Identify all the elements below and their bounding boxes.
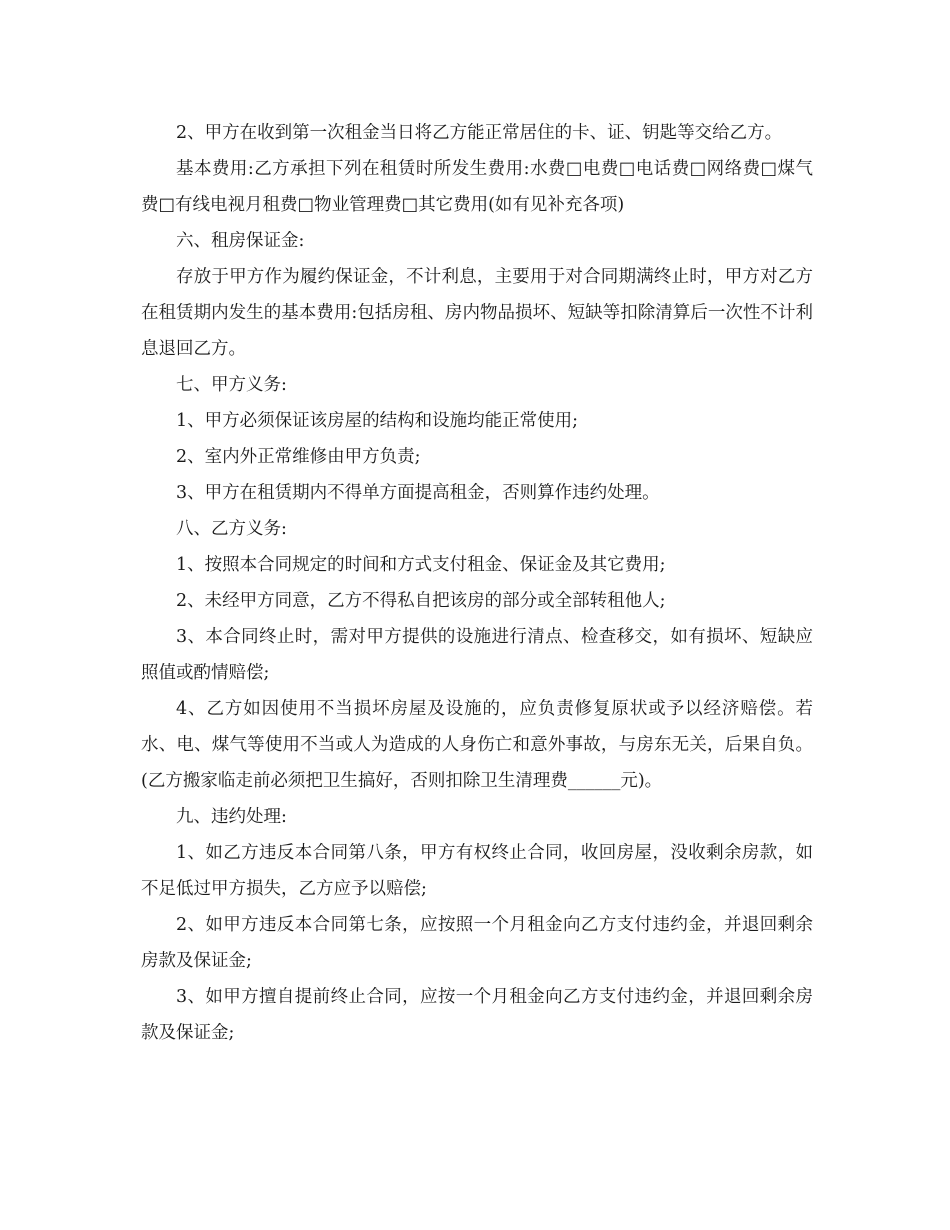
heading-section-6: 六、租房保证金:: [176, 231, 305, 251]
paragraph-tenant-duty-2: 2、未经甲方同意，乙方不得私自把该房的部分或全部转租他人;: [176, 591, 666, 611]
paragraph-basic-fees: 基本费用:乙方承担下列在租赁时所发生费用:水费□电费□电话费□网络费□煤气费□有线电视月租费□物业管理费□其它费用(如有见补充各项): [141, 159, 813, 215]
paragraph-tenant-duty-4: 4、乙方如因使用不当损坏房屋及设施的，应负责修复原状或予以经济赔偿。若水、电、煤气等使用不当或人为造成的人身伤亡和意外事故，与房东无关，后果自负。(乙方搬家临走前必须把卫生搞好，否则扣除卫生清理费______元)。: [141, 699, 813, 791]
paragraph-landlord-duty-2: 2、室内外正常维修由甲方负责;: [176, 447, 421, 467]
paragraph-landlord-duty-1: 1、甲方必须保证该房屋的结构和设施均能正常使用;: [176, 411, 579, 431]
paragraph-clause-2-keys: 2、甲方在收到第一次租金当日将乙方能正常居住的卡、证、钥匙等交给乙方。: [176, 123, 783, 143]
paragraph-tenant-duty-1: 1、按照本合同规定的时间和方式支付租金、保证金及其它费用;: [176, 555, 666, 575]
heading-section-9: 九、违约处理:: [176, 807, 287, 827]
heading-section-7: 七、甲方义务:: [176, 375, 287, 395]
document-body: [141, 115, 813, 1051]
paragraph-breach-2: 2、如甲方违反本合同第七条，应按照一个月租金向乙方支付违约金，并退回剩余房款及保证金;: [141, 915, 813, 971]
paragraph-tenant-duty-3: 3、本合同终止时，需对甲方提供的设施进行清点、检查移交，如有损坏、短缺应照值或酌情赔偿;: [141, 627, 813, 683]
paragraph-deposit: 存放于甲方作为履约保证金，不计利息，主要用于对合同期满终止时，甲方对乙方在租赁期内发生的基本费用:包括房租、房内物品损坏、短缺等扣除清算后一次性不计利息退回乙方。: [141, 267, 813, 359]
heading-section-8: 八、乙方义务:: [176, 519, 287, 539]
paragraph-breach-3: 3、如甲方擅自提前终止合同，应按一个月租金向乙方支付违约金，并退回剩余房款及保证金;: [141, 987, 813, 1043]
paragraph-landlord-duty-3: 3、甲方在租赁期内不得单方面提高租金，否则算作违约处理。: [176, 483, 660, 503]
paragraph-breach-1: 1、如乙方违反本合同第八条，甲方有权终止合同，收回房屋，没收剩余房款，如不足低过甲方损失，乙方应予以赔偿;: [141, 843, 813, 899]
